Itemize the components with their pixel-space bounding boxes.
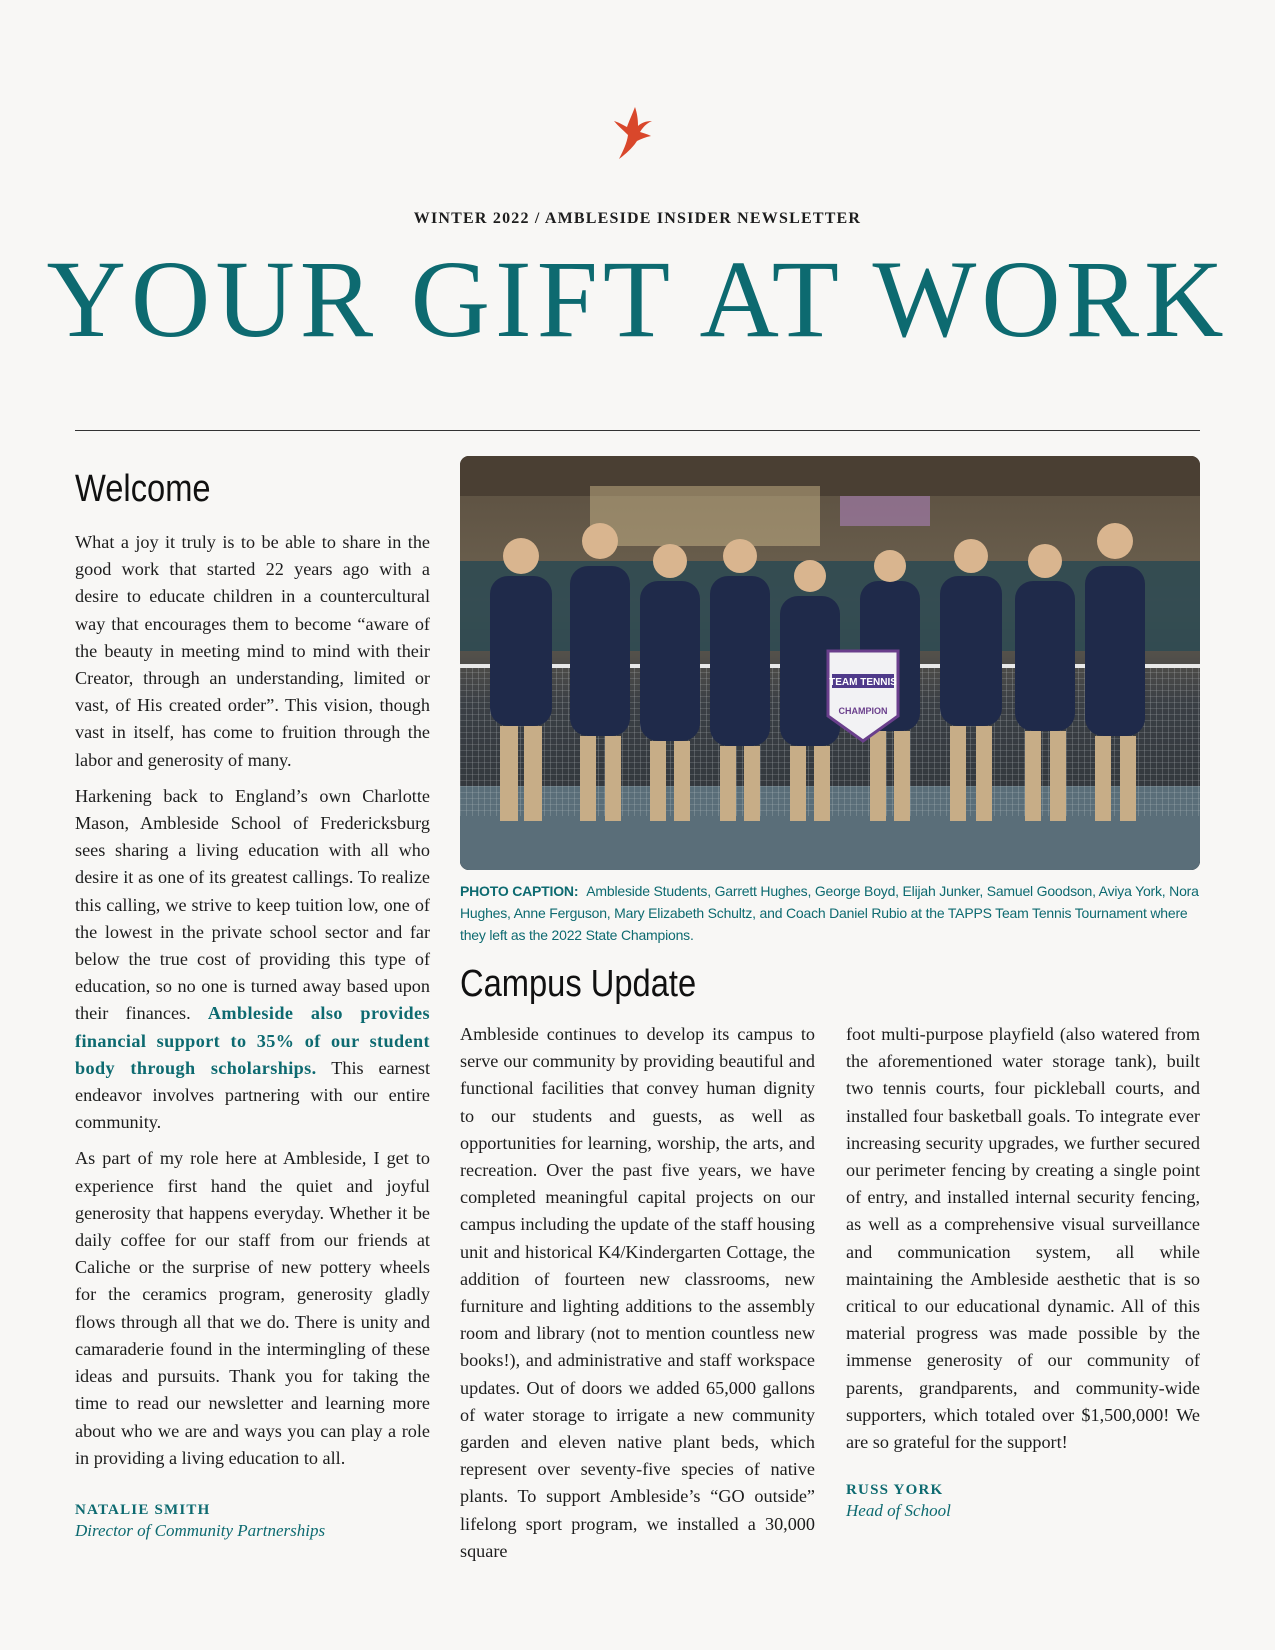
- welcome-paragraph-1: What a joy it truly is to be able to share in the good work that started 22 years ago with a desire to educate children in a countercultural way that encourages them to become “aware of the beauty in meeting mind to mind with their Creator, through an understanding, limited or vast, of His created order”. This vision, though vast in itself, has come to fruition through the labor and generosity of many.: [75, 532, 430, 770]
- signature-name-2: RUSS YORK: [846, 1482, 944, 1499]
- team-photo: [460, 456, 1200, 870]
- campus-paragraph-2: foot multi-purpose playfield (also watered from the aforementioned water storage tank), built two tennis courts, four pickleball courts, and installed four basketball goals. To integrate ever increasing security upgrades, we further secured our perimeter fencing by creating a single point of entry, and installed internal security fencing, as well as a comprehensive visual surveillance and communication system, all while maintaining the Ambleside aesthetic that is so critical to our educational dynamic. All of this material progress was made possible by the immense generosity of our community of parents, grandparents, and community-wide supporters, which totaled over $1,500,000! We are so grateful for the support!: [846, 1024, 1200, 1453]
- campus-update-title: Campus Update: [460, 963, 697, 1005]
- bird-icon: [613, 105, 657, 161]
- scholarship-highlight: Ambleside also provides financial support to 35% of our student body through scholarships.: [75, 1003, 431, 1078]
- banner-line-1: TEAM TENNIS: [829, 677, 897, 688]
- team-photo-illustration: [460, 456, 1200, 870]
- photo-caption-label: PHOTO CAPTION:: [460, 883, 579, 899]
- page-headline: YOUR GIFT AT WORK: [46, 238, 1229, 360]
- signature-title: Director of Community Partnerships: [75, 1520, 326, 1540]
- signature-title-2: Head of School: [846, 1501, 951, 1521]
- newsletter-kicker: WINTER 2022 / AMBLESIDE INSIDER NEWSLETTER: [413, 210, 862, 227]
- banner-line-2: CHAMPION: [838, 706, 888, 716]
- welcome-section: [75, 468, 430, 1541]
- campus-column-2: [846, 1021, 1200, 1521]
- header-divider: [75, 430, 1200, 431]
- welcome-paragraph-2-end: This earnest endeavor involves partnering with our entire community.: [75, 1057, 431, 1133]
- welcome-title: Welcome: [75, 468, 211, 510]
- welcome-paragraph-2-start: Harkening back to England’s own Charlotte Mason, Ambleside School of Fredericksburg sees sharing a living education with all who desire it as one of its greatest callings. To realize this calling, we strive to keep tuition low, one of the lowest in the private school sector and far below the true cost of providing this type of education, so no one is turned away based upon their finances.: [75, 785, 430, 1024]
- photo-caption-text: Ambleside Students, Garrett Hughes, George Boyd, Elijah Junker, Samuel Goodson, Aviya York, Nora Hughes, Anne Ferguson, Mary Elizabeth Schultz, and Coach Daniel Rubio at the TAPPS Team Tennis Tournament where they left as the 2022 State Champions.: [460, 883, 1199, 943]
- campus-column-1: [460, 1021, 815, 1565]
- campus-paragraph-1: Ambleside continues to develop its campus to serve our community by providing beautiful and functional facilities that convey human dignity to our students and guests, as well as opportunities for learning, worship, the arts, and recreation. Over the past five years, we have completed meaningful capital projects on our campus including the update of the staff housing unit and historical K4/Kindergarten Cottage, the addition of fourteen new classrooms, new furniture and lighting additions to the assembly room and library (not to mention countless new books!), and administrative and staff workspace updates. Out of doors we added 65,000 gallons of water storage to irrigate a new community garden and eleven native plant beds, which represent over seventy-five species of native plants. To support Ambleside’s “GO outside” lifelong sport program, we installed a 30,000 square: [460, 1024, 815, 1561]
- welcome-paragraph-3: As part of my role here at Ambleside, I get to experience first hand the quiet and joyful generosity that happens everyday. Whether it be daily coffee for our staff from our friends at Caliche or the surprise of new pottery wheels for the ceramics program, generosity gladly flows through all that we do. There is unity and camaraderie found in the intermingling of these ideas and pursuits. Thank you for taking the time to read our newsletter and learning more about who we are and ways you can play a role in providing a living education to all.: [75, 1148, 430, 1468]
- welcome-paragraph-2: [75, 783, 430, 1137]
- signature-name: NATALIE SMITH: [75, 1501, 211, 1518]
- photo-caption: [460, 880, 1200, 946]
